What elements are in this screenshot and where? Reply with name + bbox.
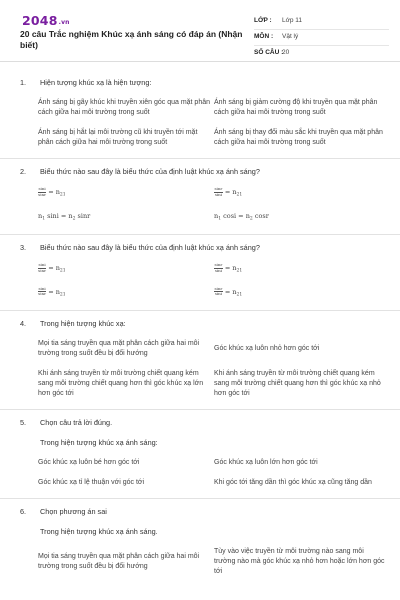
answer-option-a[interactable]: Góc khúc xạ luôn bé hơn góc tới [38, 459, 140, 466]
question-text: Biểu thức nào sau đây là biểu thức của định luật khúc xạ ánh sáng? [40, 243, 260, 252]
question-number: 1. [20, 78, 27, 87]
question-number: 2. [20, 167, 27, 176]
question-2 [0, 159, 400, 235]
answer-option-c[interactable]: Khi ánh sáng truyền từ môi trường chiết quang kém sang môi trường chiết quang hơn thì góc khúc xạ lớn hơn góc tới [38, 370, 204, 397]
meta-value: Vật lý [282, 33, 299, 40]
answer-options [0, 458, 400, 488]
answer-options [0, 98, 400, 148]
question-number: 4. [20, 319, 27, 328]
meta-value: Lớp 11 [282, 17, 303, 24]
question-3 [0, 235, 400, 311]
meta-row-class [254, 14, 389, 30]
question-text: Hiện tượng khúc xạ là hiện tượng: [40, 78, 152, 87]
answer-options [0, 547, 400, 577]
question-subtext: Trong hiện tượng khúc xạ ánh sáng. [40, 527, 158, 536]
answer-option-d[interactable]: Khi ánh sáng truyền từ môi trường chiết quang kém sang môi trường chiết quang hơn thì góc khúc xạ nhỏ hơn góc tới [214, 370, 381, 397]
answer-option-d[interactable]: $\frac{\sin r}{\sin i}$ = $n_{21}$ [214, 285, 243, 297]
question-text: Trong hiện tượng khúc xạ: [40, 319, 126, 328]
answer-options [0, 339, 400, 399]
question-list [0, 70, 400, 587]
answer-option-a[interactable]: Ánh sáng bị gãy khúc khi truyền xiên góc qua mặt phân cách giữa hai môi trường trong suốt [38, 99, 210, 116]
answer-option-d[interactable]: Ánh sáng bị thay đổi màu sắc khi truyền qua mặt phân cách giữa hai môi trường trong suốt [214, 129, 383, 146]
fraction: $\frac{\sin r}{\sin i}$ [214, 285, 223, 296]
logo-tld: .vn [58, 19, 70, 26]
question-number: 6. [20, 507, 27, 516]
answer-option-d[interactable]: Khi góc tới tăng dần thì góc khúc xạ cũng tăng dần [214, 479, 372, 486]
logo-text: 2048 [22, 13, 58, 28]
answer-option-a[interactable]: $\frac{\sin i}{\sin r}$ = $n_{21}$ [38, 262, 66, 274]
question-text: Chọn câu trả lời đúng. [40, 418, 113, 427]
question-number: 3. [20, 243, 27, 252]
meta-value: 20 [282, 49, 290, 56]
answer-option-b[interactable]: $\frac{\sin r}{\sin i}$ = $n_{21}$ [214, 186, 243, 198]
question-number: 5. [20, 418, 27, 427]
meta-label: LỚP : [254, 17, 272, 24]
question-6 [0, 499, 400, 587]
document-title: 20 câu Trắc nghiệm Khúc xạ ánh sáng có đáp án (Nhận biết) [20, 29, 243, 50]
answer-option-c[interactable]: Ánh sáng bị hắt lại môi trường cũ khi truyền tới mặt phân cách giữa hai môi trường trong suốt [38, 129, 198, 146]
meta-row-subject [254, 30, 389, 46]
meta-row-count [254, 46, 389, 62]
question-1 [0, 70, 400, 159]
document-header [0, 0, 400, 62]
fraction: $\frac{\sin i}{\sin r}$ [38, 262, 46, 273]
answer-option-b[interactable]: Tùy vào việc truyền từ môi trường nào sang môi trường nào mà góc khúc xạ nhỏ hơn hoặc lớn hơn góc tới [214, 548, 385, 575]
site-logo[interactable] [22, 13, 70, 28]
answer-options [0, 263, 400, 300]
answer-option-c[interactable]: Góc khúc xạ tỉ lệ thuận với góc tới [38, 479, 145, 486]
meta-label: SỐ CÂU : [254, 49, 284, 56]
fraction: $\frac{\sin r}{\sin i}$ [214, 186, 223, 197]
question-text: Biểu thức nào sau đây là biểu thức của định luật khúc xạ ánh sáng? [40, 167, 260, 176]
answer-option-b[interactable]: Góc khúc xạ luôn lớn hơn góc tới [214, 459, 318, 466]
answer-option-a[interactable]: $\frac{\sin i}{\sin r}$ = $n_{21}$ [38, 186, 66, 198]
answer-option-c[interactable]: $\frac{\sin i}{\sin r}$ = $n_{21}$ [38, 285, 66, 297]
answer-option-c[interactable]: $n_1$ $\sin i = n_2$ sinr [38, 211, 91, 221]
answer-option-b[interactable]: $\frac{\sin r}{\sin i}$ = $n_{21}$ [214, 262, 243, 274]
fraction: $\frac{\sin i}{\sin r}$ [38, 285, 46, 296]
question-4 [0, 311, 400, 410]
meta-label: MÔN : [254, 33, 274, 40]
answer-options [0, 187, 400, 224]
question-5 [0, 410, 400, 499]
fraction: $\frac{\sin r}{\sin i}$ [214, 262, 223, 273]
answer-option-b[interactable]: Ánh sáng bị giảm cường độ khi truyền qua mặt phân cách giữa hai môi trường trong suốt [214, 99, 378, 116]
answer-option-a[interactable]: Mọi tia sáng truyền qua mặt phân cách giữa hai môi trường trong suốt đều bị đổi hướng [38, 340, 200, 357]
document-meta [254, 14, 389, 62]
answer-option-d[interactable]: $n_1$ $\cos i = n_2$ cosr [214, 211, 269, 221]
question-text: Chọn phương án sai [40, 507, 107, 516]
fraction: $\frac{\sin i}{\sin r}$ [38, 186, 46, 197]
answer-option-a[interactable]: Mọi tia sáng truyền qua mặt phân cách giữa hai môi trường trong suốt đều bị đổi hướng [38, 553, 200, 570]
answer-option-b[interactable]: Góc khúc xạ luôn nhỏ hơn góc tới [214, 345, 320, 352]
question-subtext: Trong hiện tượng khúc xạ ánh sáng: [40, 438, 158, 447]
